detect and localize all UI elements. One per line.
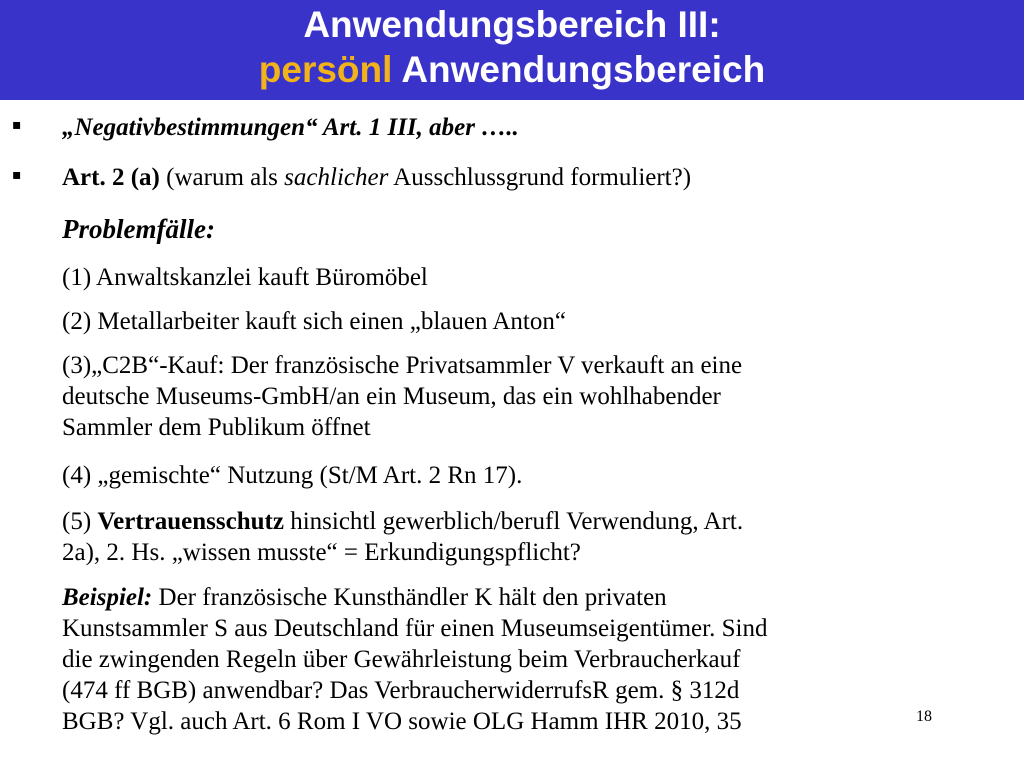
problem-1: (1) Anwaltskanzlei kauft Büromöbel: [62, 264, 428, 291]
problem-2: (2) Metallarbeiter kauft sich einen „blauen Anton“: [62, 308, 566, 335]
slide-title: [0, 2, 1024, 92]
problem-5-rest: hinsichtl gewerblich/berufl Verwendung, Art.: [283, 508, 744, 535]
art-2a-text-end: Ausschlussgrund formuliert?): [388, 164, 692, 191]
problem-5: [62, 506, 962, 568]
example-line-1-text: Der französische Kunsthändler K hält den privaten: [152, 584, 667, 611]
bullet-art-2a: [62, 162, 962, 193]
example-block: [62, 582, 962, 737]
bullet-marker-2: ▪: [12, 167, 22, 183]
problem-5-number: (5): [62, 508, 98, 535]
problem-heading: Problemfälle:: [62, 214, 215, 244]
example-line-5: BGB? Vgl. auch Art. 6 Rom I VO sowie OLG Hamm IHR 2010, 35: [62, 708, 742, 735]
problem-5-line-1: [62, 506, 962, 537]
example-line-2: Kunstsammler S aus Deutschland für einen Museumseigentümer. Sind: [62, 615, 768, 642]
problem-4: (4) „gemischte“ Nutzung (St/M Art. 2 Rn 17).: [62, 462, 523, 489]
art-2a-text: (warum als: [159, 164, 285, 191]
title-bar: [0, 0, 1024, 100]
title-line-1: Anwendungsbereich III:: [303, 4, 721, 45]
example-line-3: die zwingenden Regeln über Gewährleistung beim Verbraucherkauf: [62, 646, 741, 673]
title-line-2-rest: Anwendungsbereich: [392, 49, 766, 90]
vertrauensschutz-term: Vertrauensschutz: [97, 508, 284, 535]
problem-3-line-1: (3)„C2B“-Kauf: Der französische Privatsammler V verkauft an eine: [62, 352, 743, 379]
page-number: 18: [916, 708, 932, 725]
bullet-negativbestimmungen: „Negativbestimmungen“ Art. 1 III, aber …..: [62, 114, 519, 141]
problem-3-line-2: deutsche Museums-GmbH/an ein Museum, das ein wohlhabender: [62, 383, 721, 410]
example-line-1: [62, 582, 962, 613]
bullet-marker-1: ▪: [12, 117, 22, 133]
example-line-4: (474 ff BGB) anwendbar? Das VerbraucherwiderrufsR gem. § 312d: [62, 677, 740, 704]
problem-3: [62, 350, 962, 443]
title-accent-word: persönl: [258, 49, 393, 90]
art-2a-italic: sachlicher: [284, 164, 389, 191]
example-label: Beispiel:: [62, 584, 153, 611]
art-2a-label: Art. 2 (a): [62, 164, 160, 191]
title-line-2: [0, 47, 1024, 92]
problem-5-line-2: 2a), 2. Hs. „wissen musste“ = Erkundigungspflicht?: [62, 539, 581, 566]
problem-3-line-3: Sammler dem Publikum öffnet: [62, 414, 371, 441]
